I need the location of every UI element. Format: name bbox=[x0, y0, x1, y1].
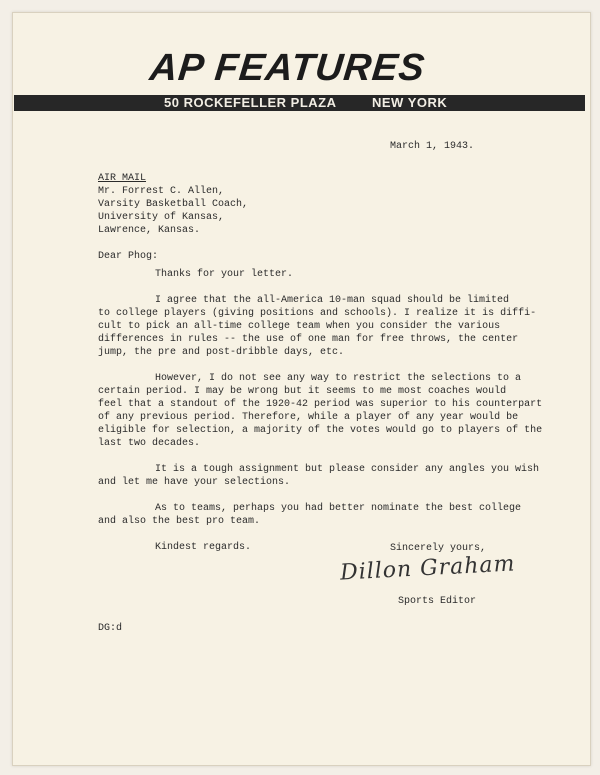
body-line: feel that a standout of the 1920-42 period was superior to his counterpart bbox=[98, 399, 543, 410]
body-line: eligible for selection, a majority of the votes would go to players of the bbox=[98, 425, 543, 436]
recipient-line: Lawrence, Kansas. bbox=[98, 225, 201, 236]
recipient-line: University of Kansas, bbox=[98, 212, 225, 223]
signature: Dillon Graham bbox=[339, 551, 517, 586]
body-line: certain period. I may be wrong but it seems to me most coaches would bbox=[98, 386, 507, 397]
body-line: differences in rules -- the use of one man for free throws, the center bbox=[98, 334, 519, 345]
body-line: of any previous period. Therefore, while a player of any year would be bbox=[98, 412, 519, 423]
body-line: and also the best pro team. bbox=[98, 516, 261, 527]
body-line: jump, the pre and post-dribble days, etc. bbox=[98, 347, 345, 358]
letterhead-address: 50 ROCKEFELLER PLAZA bbox=[164, 95, 337, 110]
body-line: However, I do not see any way to restrict the selections to a bbox=[155, 373, 522, 384]
body-line: last two decades. bbox=[98, 438, 201, 449]
body-line: Thanks for your letter. bbox=[155, 269, 294, 280]
air-mail-label: AIR MAIL bbox=[98, 173, 147, 184]
salutation: Dear Phog: bbox=[98, 251, 159, 262]
body-line: Kindest regards. bbox=[155, 542, 252, 553]
body-line: and let me have your selections. bbox=[98, 477, 291, 488]
ap-features-logo: AP FEATURES bbox=[147, 47, 428, 89]
body-line: As to teams, perhaps you had better nominate the best college bbox=[155, 503, 522, 514]
typist-initials: DG:d bbox=[98, 623, 123, 634]
body-line: I agree that the all-America 10-man squad should be limited bbox=[155, 295, 510, 306]
closing: Sincerely yours, bbox=[390, 543, 487, 554]
recipient-line: Varsity Basketball Coach, bbox=[98, 199, 249, 210]
signer-title: Sports Editor bbox=[398, 596, 477, 607]
letter-date: March 1, 1943. bbox=[390, 141, 475, 152]
recipient-line: Mr. Forrest C. Allen, bbox=[98, 186, 225, 197]
body-line: to college players (giving positions and schools). I realize it is diffi- bbox=[98, 308, 537, 319]
body-line: cult to pick an all-time college team when you consider the various bbox=[98, 321, 501, 332]
letterhead-band bbox=[14, 95, 585, 111]
letterhead-city: NEW YORK bbox=[372, 95, 448, 110]
body-line: It is a tough assignment but please consider any angles you wish bbox=[155, 464, 540, 475]
